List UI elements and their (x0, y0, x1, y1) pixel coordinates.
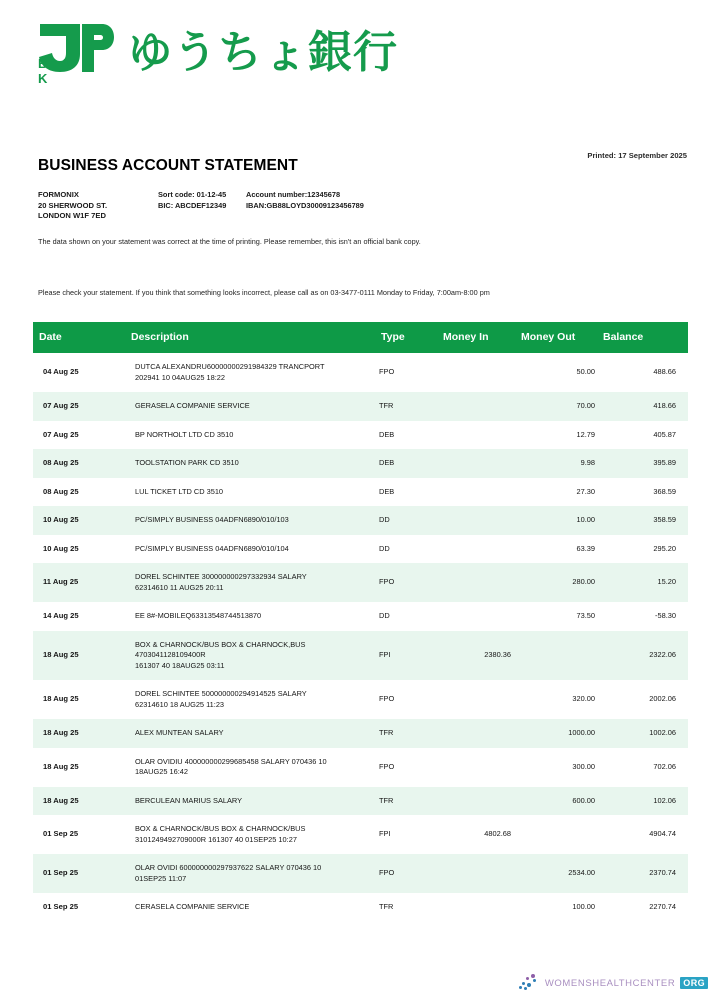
cell-money-in (437, 893, 515, 922)
cell-money-in: 4802.68 (484, 829, 511, 839)
account-number: Account number:12345678 (246, 190, 341, 199)
cell-description (125, 353, 375, 392)
description-line-2: 3101249492709000R 161307 40 01SEP25 10:27 (135, 834, 297, 844)
bank-logo (36, 22, 398, 84)
cell-money-in (437, 353, 515, 392)
cell-type: DD (375, 506, 437, 535)
cell-date: 01 Sep 25 (43, 902, 79, 911)
column-header-type[interactable]: Type (375, 322, 437, 353)
cell-date: 01 Sep 25 (43, 829, 79, 839)
table-header (33, 322, 688, 353)
table-row[interactable] (33, 787, 688, 816)
cell-balance: 488.66 (653, 367, 676, 377)
description-line-2: 161307 40 18AUG25 03:11 (135, 660, 225, 670)
jp-bank-sub-label: B A N K (38, 56, 98, 86)
cell-description (125, 719, 375, 748)
cell-money-in (437, 787, 515, 816)
cell-type: FPO (379, 367, 395, 377)
table-header-row (33, 322, 688, 353)
description-line-1: BP NORTHOLT LTD CD 3510 (135, 429, 234, 439)
description-line-1: BERCULEAN MARIUS SALARY (135, 795, 243, 805)
jp-bank-mark-icon (36, 22, 114, 84)
cell-balance: 15.20 (597, 563, 688, 602)
description-line-2: 62314610 11 AUG25 20:11 (135, 582, 224, 592)
printed-date: Printed: 17 September 2025 (587, 151, 687, 160)
cell-date: 18 Aug 25 (33, 631, 125, 681)
cell-type: FPI (375, 631, 437, 681)
cell-date: 08 Aug 25 (43, 486, 79, 496)
cell-type: TFR (375, 392, 437, 421)
cell-type: DEB (375, 449, 437, 478)
cell-money-in (437, 563, 515, 602)
description-line-1: TOOLSTATION PARK CD 3510 (135, 458, 239, 467)
cell-money-out: 300.00 (572, 761, 595, 771)
cell-balance: 358.59 (597, 506, 688, 535)
cell-type: DD (379, 611, 390, 620)
watermark-org-badge: ORG (680, 977, 708, 989)
cell-money-in (437, 602, 515, 631)
cell-money-out: 10.00 (515, 506, 597, 535)
cell-date: 18 Aug 25 (33, 787, 125, 816)
cell-date: 07 Aug 25 (43, 429, 79, 439)
contact-note: Please check your statement. If you think that something looks incorrect, please call as on 03-3477-0111 Monday to Friday, 7:00am-8:00 pm (38, 288, 490, 297)
column-header-description[interactable]: Description (125, 322, 375, 353)
account-details-row-2 (158, 201, 364, 212)
description-line-1: GERASELA COMPANIE SERVICE (135, 401, 250, 410)
cell-balance: 368.59 (653, 486, 676, 496)
description-line-1: BOX & CHARNOCK/BUS BOX & CHARNOCK/BUS (135, 824, 306, 833)
cell-money-in (437, 535, 515, 564)
cell-money-out: 280.00 (515, 563, 597, 602)
column-header-balance[interactable]: Balance (597, 322, 688, 353)
customer-address-block (38, 190, 107, 222)
cell-balance: 418.66 (597, 392, 688, 421)
cell-balance: 702.06 (653, 761, 676, 771)
cell-money-out (515, 631, 597, 681)
cell-description (125, 854, 375, 893)
cell-description (125, 631, 375, 681)
cell-money-in (437, 392, 515, 421)
column-header-date[interactable]: Date (33, 322, 125, 353)
table-row[interactable] (33, 854, 688, 893)
page-title: BUSINESS ACCOUNT STATEMENT (38, 157, 298, 174)
cell-date: 10 Aug 25 (43, 543, 79, 553)
table-row[interactable] (33, 421, 688, 450)
cell-money-out: 12.79 (576, 429, 595, 439)
cell-money-in (437, 680, 515, 719)
cell-type: FPO (379, 694, 395, 704)
cell-balance: 2002.06 (649, 694, 676, 704)
cell-type: DEB (379, 486, 395, 496)
cell-date: 08 Aug 25 (33, 449, 125, 478)
cell-money-in (437, 478, 515, 507)
cell-type: DD (379, 543, 390, 553)
table-row[interactable] (33, 392, 688, 421)
transactions-table-wrapper (33, 322, 688, 922)
customer-address-line1: 20 SHERWOOD ST. (38, 200, 108, 210)
cell-description (125, 815, 375, 854)
table-row[interactable] (33, 815, 688, 854)
cell-description (125, 392, 375, 421)
cell-date: 10 Aug 25 (33, 506, 125, 535)
cell-money-out: 100.00 (572, 902, 595, 911)
cell-description (125, 421, 375, 450)
sort-code: Sort code: 01-12-45 (158, 190, 227, 199)
cell-description (125, 449, 375, 478)
description-line-2: 62314610 18 AUG25 11:23 (135, 699, 225, 709)
description-line-1: BOX & CHARNOCK/BUS BOX & CHARNOCK,BUS 4703041128109400R (135, 639, 306, 659)
transactions-table (33, 322, 688, 922)
watermark-text: WOMENSHEALTHCENTER (544, 977, 676, 989)
table-row[interactable] (33, 506, 688, 535)
cell-balance: 2270.74 (649, 902, 676, 911)
cell-description (125, 478, 375, 507)
cell-balance: 405.87 (653, 429, 676, 439)
cell-type: TFR (375, 787, 437, 816)
cell-date: 14 Aug 25 (43, 611, 79, 620)
cell-date: 18 Aug 25 (43, 761, 79, 771)
table-row[interactable] (33, 535, 688, 564)
cell-money-in (437, 854, 515, 893)
description-line-1: PC/SIMPLY BUSINESS 04ADFN6890/010/104 (135, 543, 289, 553)
column-header-money-out[interactable]: Money Out (515, 322, 597, 353)
cell-type: FPO (379, 761, 395, 771)
cell-money-in (437, 449, 515, 478)
description-line-1: OLAR OVIDI 600000000297937622 SALARY 070436 10 (135, 863, 322, 872)
printing-disclaimer-note: The data shown on your statement was correct at the time of printing. Please remember, this isn't an official bank copy. (38, 237, 421, 246)
cell-money-out: 2534.00 (515, 854, 597, 893)
table-row[interactable] (33, 680, 688, 719)
cell-balance: 395.89 (597, 449, 688, 478)
table-row[interactable] (33, 893, 688, 922)
cell-money-out: 50.00 (576, 367, 595, 377)
cell-money-in (437, 748, 515, 787)
table-body (33, 353, 688, 922)
cell-money-out: 70.00 (515, 392, 597, 421)
cell-type: TFR (375, 719, 437, 748)
cell-money-out: 1000.00 (515, 719, 597, 748)
cell-description (125, 602, 375, 631)
description-line-1: ALEX MUNTEAN SALARY (135, 728, 224, 737)
table-row[interactable] (33, 478, 688, 507)
description-line-2: 18AUG25 16:42 (135, 767, 189, 776)
cell-type: TFR (379, 902, 394, 911)
cell-description (125, 787, 375, 816)
bic-code: BIC: ABCDEF12349 (158, 200, 227, 210)
customer-address-line2: LONDON W1F 7ED (38, 211, 106, 220)
cell-type: FPI (379, 829, 391, 839)
cell-type: DEB (379, 429, 395, 439)
bank-wordmark: ゆうちょ銀行 (128, 27, 398, 78)
description-line-1: EE 8#-MOBILEQ63313548744513870 (135, 611, 262, 620)
site-watermark (518, 974, 708, 992)
cell-balance: -58.30 (655, 611, 676, 620)
cell-type: FPO (375, 854, 437, 893)
table-row[interactable] (33, 719, 688, 748)
cell-type: FPO (375, 563, 437, 602)
cell-balance: 2370.74 (597, 854, 688, 893)
cell-date: 18 Aug 25 (33, 719, 125, 748)
cell-money-out (515, 815, 597, 854)
cell-date: 07 Aug 25 (33, 392, 125, 421)
description-line-2: 202941 10 04AUG25 18:22 (135, 372, 225, 382)
cell-date: 01 Sep 25 (33, 854, 125, 893)
table-row[interactable] (33, 353, 688, 392)
cell-description (125, 563, 375, 602)
cell-balance: 102.06 (597, 787, 688, 816)
cell-balance: 4904.74 (649, 829, 676, 839)
customer-name: FORMONIX (38, 190, 79, 199)
description-line-1: OLAR OVIDIU 400000000299685458 SALARY 070436 10 (135, 756, 327, 766)
description-line-1: DOREL SCHINTEE 300000000297332934 SALARY (135, 572, 307, 581)
cell-money-out: 320.00 (572, 694, 595, 704)
cell-description (125, 893, 375, 922)
cell-description (125, 535, 375, 564)
cell-date: 04 Aug 25 (43, 367, 79, 377)
cell-date: 11 Aug 25 (33, 563, 125, 602)
cell-money-in (437, 506, 515, 535)
table-row[interactable] (33, 602, 688, 631)
column-header-money-in[interactable]: Money In (437, 322, 515, 353)
cell-money-out: 600.00 (515, 787, 597, 816)
cell-money-out: 27.30 (576, 486, 595, 496)
cell-description (125, 506, 375, 535)
cell-money-out: 9.98 (515, 449, 597, 478)
account-details-block (158, 190, 364, 211)
cell-date: 18 Aug 25 (43, 694, 79, 704)
table-row[interactable] (33, 631, 688, 681)
description-line-2: 01SEP25 11:07 (135, 873, 187, 883)
cell-money-out: 73.50 (576, 611, 595, 620)
cell-money-in (437, 719, 515, 748)
cell-money-in (437, 421, 515, 450)
table-row[interactable] (33, 563, 688, 602)
cell-description (125, 748, 375, 787)
cell-balance: 2322.06 (597, 631, 688, 681)
cell-money-in: 2380.36 (437, 631, 515, 681)
table-row[interactable] (33, 748, 688, 787)
description-line-1: PC/SIMPLY BUSINESS 04ADFN6890/010/103 (135, 515, 289, 524)
cell-description (125, 680, 375, 719)
iban-code: IBAN:GB88LOYD30009123456789 (246, 200, 364, 210)
table-row[interactable] (33, 449, 688, 478)
cell-money-out: 63.39 (576, 543, 595, 553)
cell-balance: 295.20 (653, 543, 676, 553)
description-line-1: DOREL SCHINTEE 500000000294914525 SALARY (135, 689, 307, 698)
description-line-1: LUL TICKET LTD CD 3510 (135, 486, 224, 496)
description-line-1: DUTCA ALEXANDRU60000000291984329 TRANCPORT (135, 362, 325, 371)
watermark-dots-icon (518, 974, 540, 992)
description-line-1: CERASELA COMPANIE SERVICE (135, 902, 250, 911)
cell-balance: 1002.06 (597, 719, 688, 748)
account-details-row-1 (158, 190, 364, 201)
